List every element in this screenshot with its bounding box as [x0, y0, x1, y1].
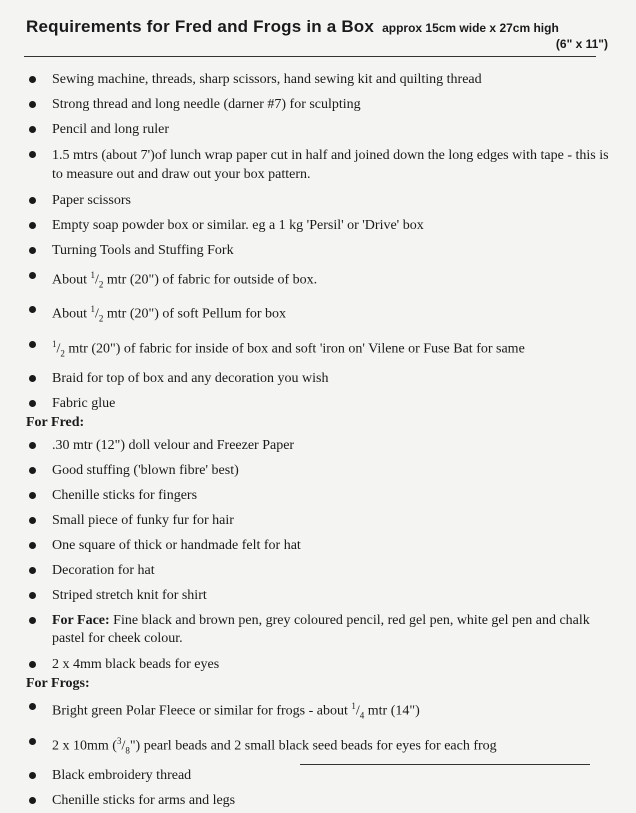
list-item: Chenille sticks for arms and legs: [0, 792, 636, 809]
bullet-icon: [29, 738, 36, 745]
bullet-icon: [29, 661, 36, 668]
list-item: About $^1/_2$ mtr (20") of soft Pellum for box: [0, 301, 636, 327]
requirements-list: [0, 71, 636, 813]
section-heading-fred: For Fred:: [26, 415, 85, 431]
page-title: Requirements for Fred and Frogs in a Box: [26, 17, 375, 36]
bullet-icon: [29, 151, 36, 158]
bullet-icon: [29, 341, 36, 348]
bullet-icon: [29, 400, 36, 407]
bullet-icon: [29, 542, 36, 549]
bullet-icon: [29, 247, 36, 254]
list-item: For Face: Fine black and brown pen, grey coloured pencil, red gel pen, white gel pen and chalk pastel for cheek colour.: [0, 612, 636, 648]
bullet-icon: [29, 272, 36, 279]
list-item: 1.5 mtrs (about 7')of lunch wrap paper cut in half and joined down the long edges with tape - this is to measure out and draw out your box pattern.: [0, 146, 636, 184]
list-item: About $^1/_2$ mtr (20") of fabric for outside of box.: [0, 267, 636, 293]
list-item: Empty soap powder box or similar. eg a 1 kg 'Persil' or 'Drive' box: [0, 217, 636, 234]
list-item: Good stuffing ('blown fibre' best): [0, 462, 636, 479]
list-item: Decoration for hat: [0, 562, 636, 579]
list-item: Chenille sticks for fingers: [0, 487, 636, 504]
bullet-icon: [29, 76, 36, 83]
list-item: Pencil and long ruler: [0, 121, 636, 138]
list-item: Black embroidery thread: [0, 767, 636, 784]
list-item: Striped stretch knit for shirt: [0, 587, 636, 604]
bullet-icon: [29, 617, 36, 624]
bullet-icon: [29, 703, 36, 710]
bullet-icon: [29, 442, 36, 449]
bullet-icon: [29, 517, 36, 524]
list-item: Paper scissors: [0, 192, 636, 209]
section-heading-frogs: For Frogs:: [26, 676, 90, 692]
bullet-icon: [29, 467, 36, 474]
bottom-rule: [300, 764, 590, 765]
bullet-icon: [29, 592, 36, 599]
bullet-icon: [29, 222, 36, 229]
list-item: Small piece of funky fur for hair: [0, 512, 636, 529]
list-item: .30 mtr (12") doll velour and Freezer Paper: [0, 437, 636, 454]
bullet-icon: [29, 567, 36, 574]
list-item: 2 x 10mm $(^3/_8")$ pearl beads and 2 small black seed beads for eyes for each frog: [0, 733, 636, 759]
title-rule: [24, 56, 596, 57]
title-row: [26, 17, 616, 37]
list-item: One square of thick or handmade felt for hat: [0, 537, 636, 554]
bullet-icon: [29, 101, 36, 108]
list-item: $^1/_2$ mtr (20") of fabric for inside of box and soft 'iron on' Vilene or Fuse Bat for same: [0, 336, 636, 362]
bullet-icon: [29, 306, 36, 313]
list-item: Turning Tools and Stuffing Fork: [0, 242, 636, 259]
list-item: 2 x 4mm black beads for eyes: [0, 656, 636, 673]
bullet-icon: [29, 492, 36, 499]
bullet-icon: [29, 375, 36, 382]
bullet-icon: [29, 126, 36, 133]
bullet-icon: [29, 772, 36, 779]
list-item: Bright green Polar Fleece or similar for frogs - about $^1/_4$ mtr (14"): [0, 698, 636, 724]
list-item: Strong thread and long needle (darner #7) for sculpting: [0, 96, 636, 113]
bullet-icon: [29, 797, 36, 804]
title-dimensions: approx 15cm wide x 27cm high: [382, 21, 559, 35]
list-item: Braid for top of box and any decoration you wish: [0, 370, 636, 387]
list-item: Sewing machine, threads, sharp scissors, hand sewing kit and quilting thread: [0, 71, 636, 88]
list-item: Fabric glue: [0, 395, 636, 412]
title-dimensions-imperial: (6" x 11"): [555, 37, 608, 51]
bullet-icon: [29, 197, 36, 204]
